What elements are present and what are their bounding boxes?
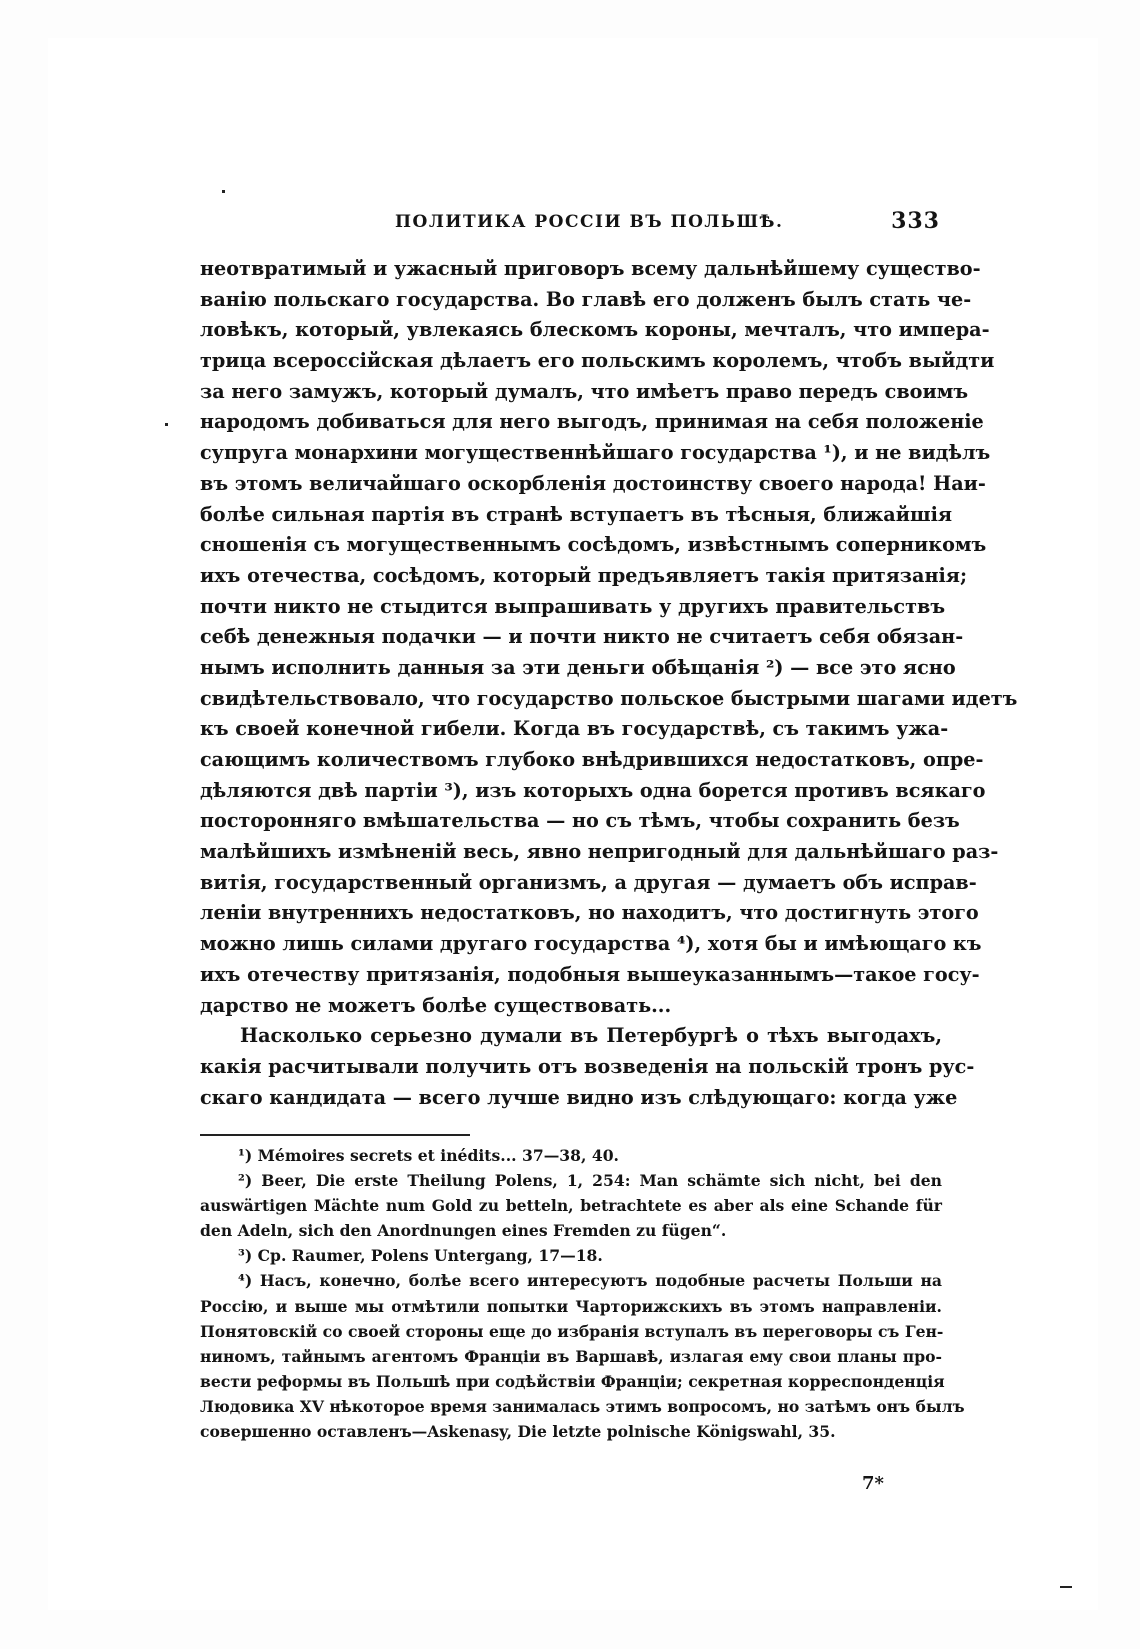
text-line: ловѣкъ, который, увлекаясь блескомъ короны, мечталъ, что импера- (200, 318, 990, 342)
text-line: скаго кандидата — всего лучше видно изъ слѣдующаго: когда уже (200, 1085, 958, 1109)
text-line: супруга монархини могущественнѣйшаго государства ¹), и не видѣлъ (200, 441, 991, 465)
text-line: витія, государственный организмъ, а другая — думаетъ объ исправ- (200, 870, 977, 894)
text-line: ихъ отечеству притязанія, подобныя вышеуказаннымъ—такое госу- (200, 962, 980, 986)
footnote-line: ¹) Mémoires secrets et inédits... 37—38, 40. (238, 1146, 619, 1165)
edge-mark (1060, 1586, 1072, 1588)
text-line: дарство не можетъ болѣе существовать... (200, 993, 672, 1017)
text-line: ихъ отечества, сосѣдомъ, который предъявляетъ такія притязанія; (200, 563, 968, 587)
text-line: сающимъ количествомъ глубоко внѣдрившихся недостатковъ, опре- (200, 748, 984, 771)
text-line: нымъ исполнить данныя за эти деньги обѣщанія ²) — все это ясно (200, 655, 956, 679)
text-line: дѣляются двѣ партіи ³), изъ которыхъ одна борется противъ всякаго (200, 778, 986, 802)
text-line: малѣйшихъ измѣненій весь, явно непригодный для дальнѣйшаго раз- (200, 840, 999, 864)
text-line: свидѣтельствовало, что государство польское быстрыми шагами идетъ (200, 686, 1018, 710)
footnote-line: ³) Cp. Raumer, Polens Untergang, 17—18. (238, 1246, 603, 1266)
signature-mark: 7* (862, 1473, 884, 1494)
footnote-line: Россію, и выше мы отмѣтили попытки Чарторижскихъ въ этомъ направленіи. (200, 1296, 942, 1316)
footnote-line: ⁴) Насъ, конечно, болѣе всего интересуютъ подобные расчеты Польши на (238, 1271, 942, 1291)
text-line: ванію польскаго государства. Во главѣ его долженъ былъ стать че- (200, 287, 972, 311)
page-number: 333 (891, 208, 940, 234)
text-line: за него замужъ, который думалъ, что имѣетъ право передъ своимъ (200, 379, 969, 403)
body-text (200, 254, 1018, 1113)
text-line: болѣе сильная партія въ странѣ вступаетъ въ тѣсныя, ближайшія (200, 502, 953, 526)
footnote-line: ²) Beer, Die erste Theilung Polens, 1, 254: Man schämte sich nicht, bei den (238, 1171, 942, 1191)
text-line: трица всероссійская дѣлаетъ его польскимъ королемъ, чтобъ выйдти (200, 349, 995, 373)
text-line: почти никто не стыдится выпрашивать у другихъ правительствъ (200, 594, 946, 618)
footnote-line: Понятовскій со своей стороны еще до избранія вступалъ въ переговоры съ Ген- (200, 1321, 944, 1341)
text-line: къ своей конечной гибели. Когда въ государствѣ, съ такимъ ужа- (200, 717, 949, 741)
footnote-rule (200, 1134, 470, 1136)
ink-speck (165, 423, 168, 426)
text-line: леніи внутреннихъ недостатковъ, но находитъ, что достигнуть этого (200, 901, 979, 925)
text-line: сношенія съ могущественнымъ сосѣдомъ, извѣстнымъ соперникомъ (200, 533, 987, 557)
ink-speck (222, 190, 225, 193)
footnote-line: auswärtigen Mächte num Gold zu betteln, betrachtete es aber als eine Schande für (200, 1196, 942, 1216)
page-header (200, 208, 950, 242)
text-line: можно лишь силами другаго государства ⁴), хотя бы и имѣющаго къ (200, 932, 982, 956)
text-line: народомъ добиваться для него выгодъ, принимая на себя положеніе (200, 410, 984, 434)
text-line: Насколько серьезно думали въ Петербургѣ о тѣхъ выгодахъ, (240, 1024, 942, 1048)
footnote-line: вести реформы въ Польшѣ при содѣйствіи Франціи; секретная корреспонденція (200, 1371, 945, 1391)
footnote-line: Людовика XV нѣкоторое время занималась этимъ вопросомъ, но затѣмъ онъ былъ (200, 1396, 965, 1416)
footnote-line: den Adeln, sich den Anordnungen eines Fremden zu fügen“. (200, 1221, 727, 1241)
footnote-line: совершенно оставленъ—Askenasy, Die letzte polnische Königswahl, 35. (200, 1422, 836, 1442)
text-line: въ этомъ величайшаго оскорбленія достоинству своего народа! Наи- (200, 471, 986, 495)
text-line: неотвратимый и ужасный приговоръ всему дальнѣйшему существо- (200, 257, 981, 280)
footnotes (200, 1143, 965, 1444)
text-line: какія расчитывали получить отъ возведенія на польскій тронъ рус- (200, 1054, 975, 1078)
text-line: себѣ денежныя подачки — и почти никто не считаетъ себя обязан- (200, 625, 964, 649)
running-title: ПОЛИТИКА РОССІИ ВЪ ПОЛЬШѢ. (395, 212, 784, 232)
text-line: посторонняго вмѣшательства — но съ тѣмъ, чтобы сохранить безъ (200, 809, 960, 833)
footnote-line: ниномъ, тайнымъ агентомъ Франціи въ Варшавѣ, излагая ему свои планы про- (200, 1346, 942, 1366)
